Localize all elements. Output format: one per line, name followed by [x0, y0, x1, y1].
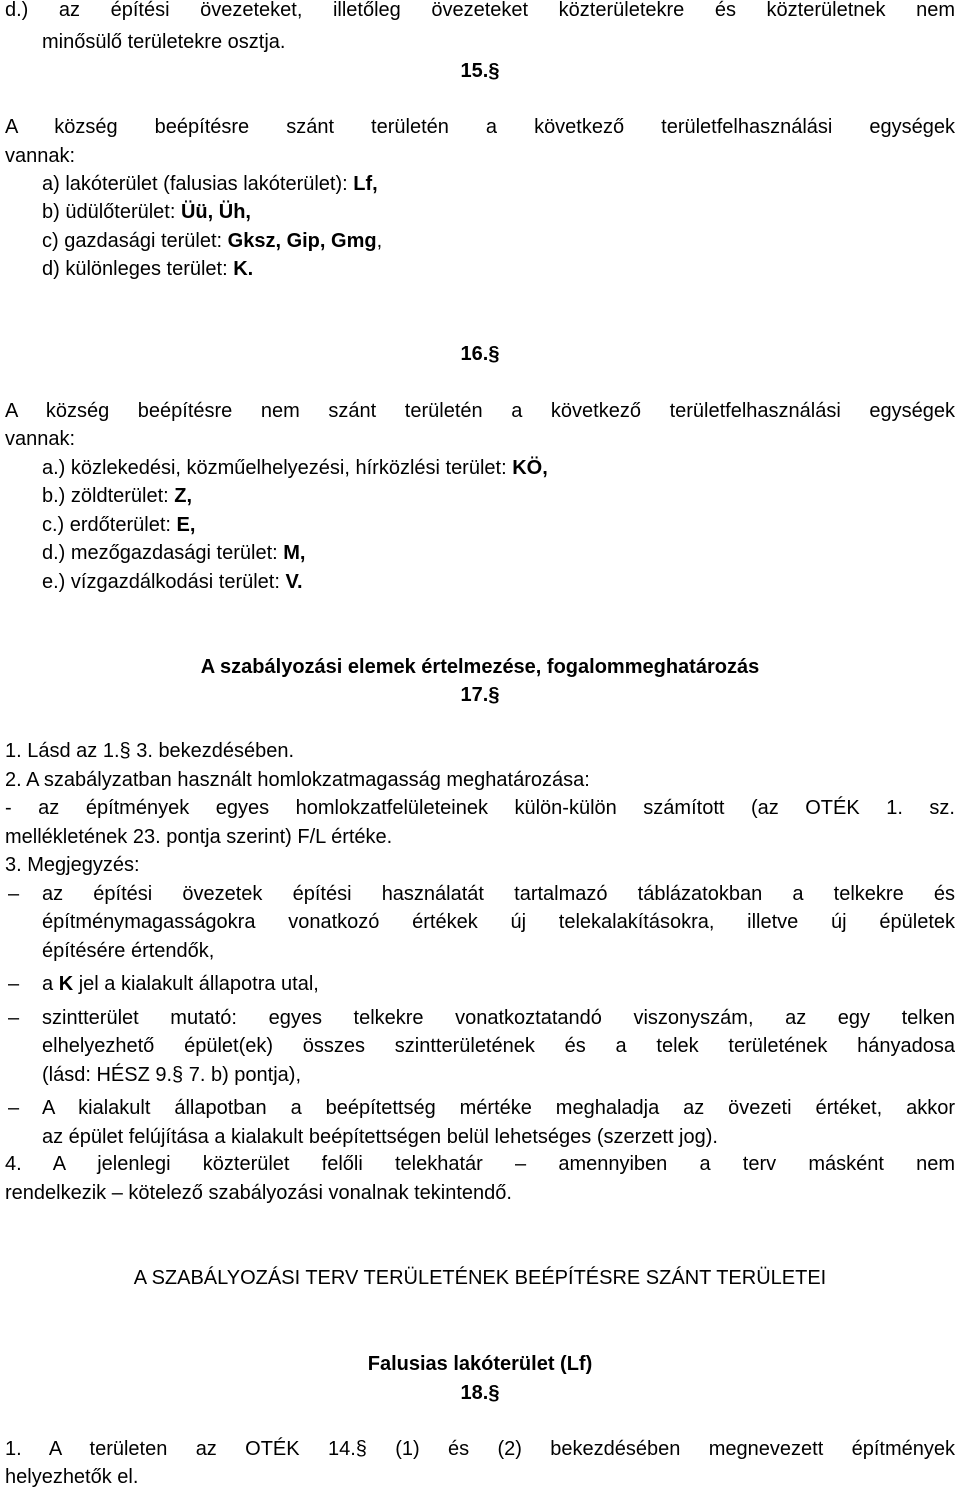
bullet-dash: –	[8, 883, 20, 905]
heading-village-residential: Falusias lakóterület (Lf)	[367, 1353, 593, 1375]
item-2d: d.) mezőgazdasági terület: M,	[42, 542, 306, 564]
line-23: építésére értendők,	[42, 940, 215, 962]
line-28: A kialakult állapotban a beépítettség mértéke meghaladja az övezeti értéket, akkor	[42, 1097, 955, 1119]
line-33: helyezhetők el.	[5, 1466, 139, 1488]
section-15: 15.§	[460, 60, 500, 82]
line-29: az épület felújítása a kialakult beépítettségen belül lehetséges (szerzett jog).	[42, 1126, 718, 1148]
item-2e: e.) vízgazdálkodási terület: V.	[42, 571, 303, 593]
line-1: d.) az építési övezeteket, illetőleg övezeteket közterületekre és közterületnek nem	[5, 0, 955, 21]
bullet-dash: –	[8, 1007, 20, 1029]
section-17: 17.§	[460, 684, 500, 706]
item-2a: a.) közlekedési, közműelhelyezési, hírközlési terület: KÖ,	[42, 457, 548, 479]
item-2b: b.) zöldterület: Z,	[42, 485, 193, 507]
item-2c: c.) erdőterület: E,	[42, 514, 196, 536]
item-c: c) gazdasági terület: Gksz, Gip, Gmg,	[42, 230, 383, 252]
item-d: d) különleges terület: K.	[42, 258, 254, 280]
line-18: - az építmények egyes homlokzatfelületeinek külön-külön számított (az OTÉK 1. sz.	[5, 797, 955, 819]
line-21: az építési övezetek építési használatát tartalmazó táblázatokban a telkekre és	[42, 883, 955, 905]
line-24: a K jel a kialakult állapotra utal,	[42, 973, 319, 995]
line-31: rendelkezik – kötelező szabályozási vonalnak tekintendő.	[5, 1182, 512, 1204]
line-2: minősülő területekre osztja.	[42, 31, 286, 53]
line-19: mellékletének 23. pontja szerint) F/L értéke.	[5, 826, 393, 848]
line-32: 1. A területen az OTÉK 14.§ (1) és (2) bekezdésében megnevezett építmények	[5, 1438, 955, 1460]
line-20: 3. Megjegyzés:	[5, 854, 140, 876]
line-3: A község beépítésre szánt területén a következő területfelhasználási egységek	[5, 116, 955, 138]
line-22: építménymagasságokra vonatkozó értékek új telekalakításokra, illetve új épületek	[42, 911, 955, 933]
bullet-dash: –	[8, 973, 20, 995]
line-10: vannak:	[5, 428, 76, 450]
item-a: a) lakóterület (falusias lakóterület): Lf,	[42, 173, 378, 195]
bullet-dash: –	[8, 1097, 20, 1119]
line-25: szintterület mutató: egyes telkekre vonatkoztatandó viszonyszám, az egy telken	[42, 1007, 955, 1029]
line-16: 1. Lásd az 1.§ 3. bekezdésében.	[5, 740, 295, 762]
line-26: elhelyezhető épület(ek) összes szintterületének és a telek területének hányadosa	[42, 1035, 955, 1057]
item-b: b) üdülőterület: Üü, Üh,	[42, 201, 251, 223]
line-30: 4. A jelenlegi közterület felőli telekhatár – amennyiben a terv másként nem	[5, 1153, 955, 1175]
section-16: 16.§	[460, 343, 500, 365]
line-27: (lásd: HÉSZ 9.§ 7. b) pontja),	[42, 1064, 302, 1086]
heading-definitions: A szabályozási elemek értelmezése, fogalommeghatározás	[200, 656, 760, 678]
line-4: vannak:	[5, 145, 76, 167]
heading-built-areas: A SZABÁLYOZÁSI TERV TERÜLETÉNEK BEÉPÍTÉSRE SZÁNT TERÜLETEI	[133, 1267, 827, 1289]
line-17: 2. A szabályzatban használt homlokzatmagasság meghatározása:	[5, 769, 590, 791]
line-9: A község beépítésre nem szánt területén a következő területfelhasználási egységek	[5, 400, 955, 422]
section-18: 18.§	[460, 1382, 500, 1404]
